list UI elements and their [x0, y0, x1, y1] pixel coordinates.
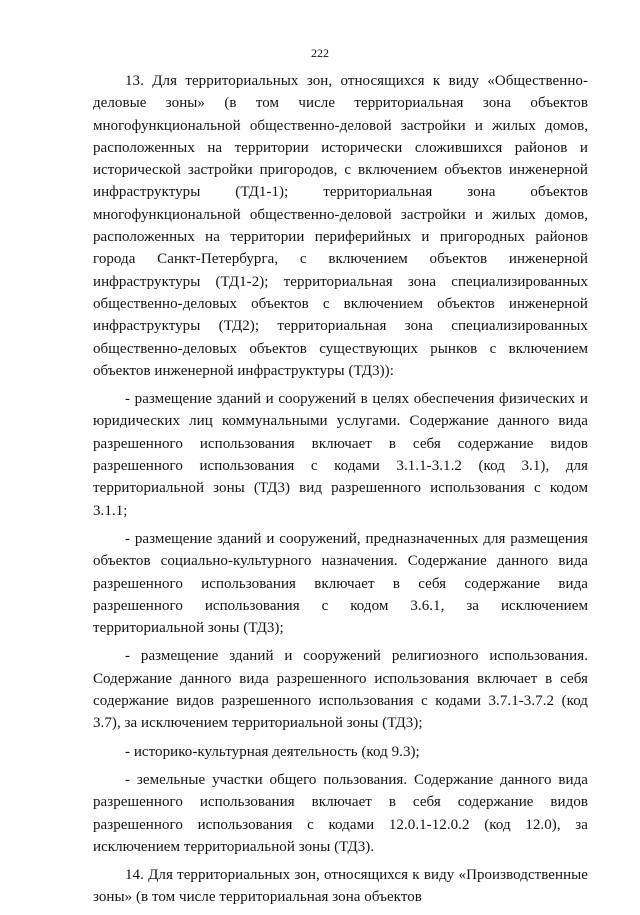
- list-item-religious: - размещение зданий и сооружений религиозного использования. Содержание данного вида разрешенного использования включает в себя содержание видов разрешенного использования с кодами 3.7.1-3.7.2 (код 3.7), за исключением территориальной зоны (ТД3);: [93, 648, 588, 732]
- paragraph-14-intro: 14. Для территориальных зон, относящихся к виду «Производственные зоны» (в том числе территориальная зона объектов: [93, 867, 588, 906]
- document-body: [93, 70, 588, 915]
- page-number: 222: [311, 46, 329, 60]
- paragraph-13-intro: 13. Для территориальных зон, относящихся к виду «Общественно-деловые зоны» (в том числе территориальная зона объектов многофункциональной общественно-деловой застройки и жилых домов, расположенных на территории исторически сложившихся районов и исторической застройки пригородов, с включением объектов инженерной инфраструктуры (ТД1-1); территориальная зона объектов многофункциональной общественно-деловой застройки и жилых домов, расположенных на территории периферийных и пригородных районов города Санкт-Петербурга, с включением объектов инженерной инфраструктуры (ТД1-2); территориальная зона специализированных общественно-деловых объектов с включением объектов инженерной инфраструктуры (ТД2); территориальная зона специализированных общественно-деловых объектов существующих рынков с включением объектов инженерной инфраструктуры (ТД3)):: [93, 73, 588, 379]
- list-item-public-land: - земельные участки общего пользования. Содержание данного вида разрешенного использования включает в себя содержание видов разрешенного использования с кодами 12.0.1-12.0.2 (код 12.0), за исключением территориальной зоны (ТД3).: [93, 771, 588, 855]
- list-item-social-cultural: - размещение зданий и сооружений, предназначенных для размещения объектов социально-культурного назначения. Содержание данного вида разрешенного использования включает в себя содержание вида разрешенного использования с кодом 3.6.1, за исключением территориальной зоны (ТД3);: [93, 530, 588, 637]
- list-item-historical-cultural: - историко-культурная деятельность (код 9.3);: [125, 743, 420, 760]
- list-item-communal-services: - размещение зданий и сооружений в целях обеспечения физических и юридических лиц коммунальными услугами. Содержание данного вида разрешенного использования включает в себя содержание видов разрешенного использования с кодами 3.1.1-3.1.2 (код 3.1), для территориальной зоны (ТД3) вид разрешенного использования с кодом 3.1.1;: [93, 391, 588, 519]
